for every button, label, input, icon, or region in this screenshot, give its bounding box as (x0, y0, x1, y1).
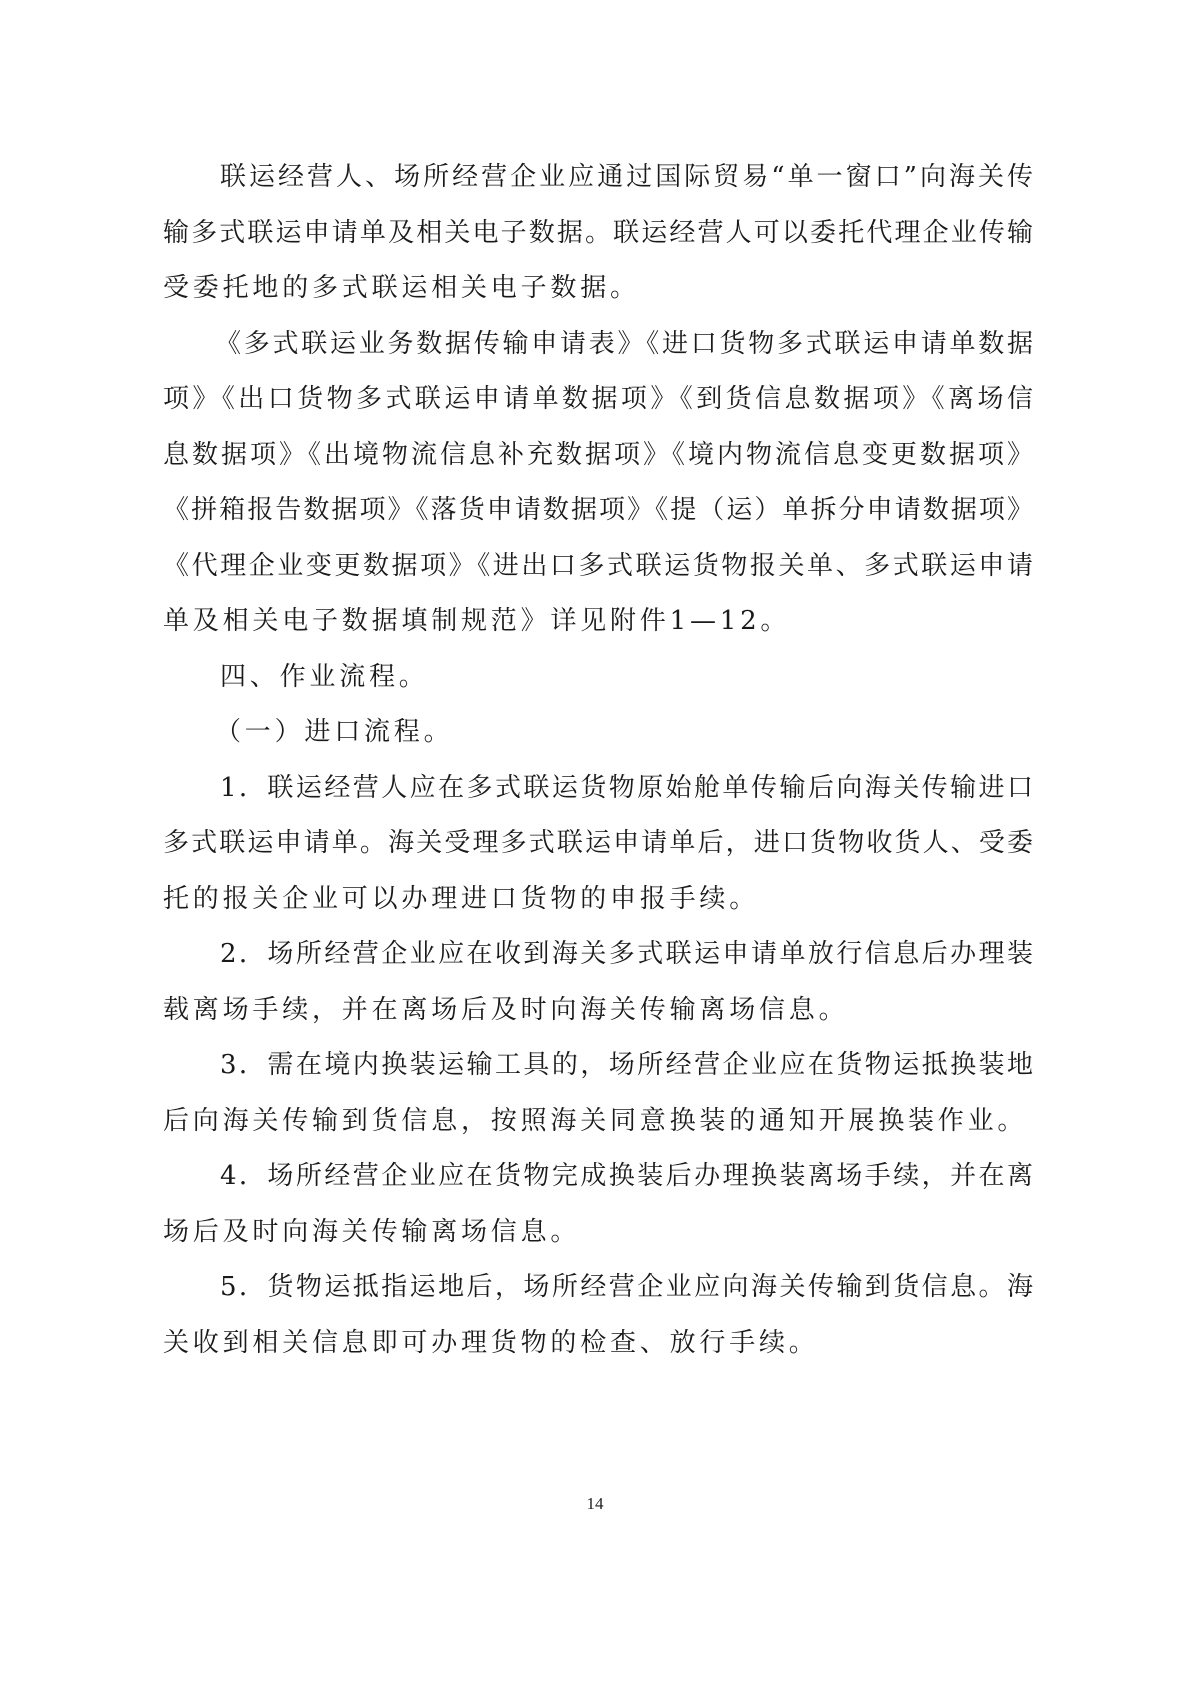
paragraph-line: 4．场所经营企业应在货物完成换装后办理换装离场手续，并在离 (220, 1161, 1033, 1191)
paragraph-line: 《代理企业变更数据项》《进出口多式联运货物报关单、多式联运申请 (163, 550, 1033, 581)
paragraph-line: 后向海关传输到货信息，按照海关同意换装的通知开展换装作业。 (163, 1105, 1028, 1136)
paragraph-line: 联运经营人、场所经营企业应通过国际贸易“单一窗口”向海关传 (220, 162, 1033, 192)
paragraph-line: 5．货物运抵指运地后，场所经营企业应向海关传输到货信息。海 (220, 1272, 1033, 1302)
paragraph-line: 载离场手续，并在离场后及时向海关传输离场信息。 (163, 994, 849, 1025)
paragraph-line: 托的报关企业可以办理进口货物的申报手续。 (163, 883, 760, 914)
page-number: 14 (586, 1494, 604, 1513)
paragraph-line: 关收到相关信息即可办理货物的检查、放行手续。 (163, 1327, 819, 1358)
paragraph-line: 2．场所经营企业应在收到海关多式联运申请单放行信息后办理装 (220, 939, 1033, 969)
subsection-heading: （一）进口流程。 (215, 717, 454, 747)
paragraph-line: 受委托地的多式联运相关电子数据。 (163, 273, 640, 303)
section-heading: 四、作业流程。 (220, 661, 429, 692)
paragraph-line: 场后及时向海关传输离场信息。 (163, 1216, 581, 1247)
paragraph-line: 多式联运申请单。海关受理多式联运申请单后，进口货物收货人、受委 (163, 828, 1033, 858)
paragraph-line: 《多式联运业务数据传输申请表》《进口货物多式联运申请单数据 (215, 328, 1033, 359)
paragraph-line: 1．联运经营人应在多式联运货物原始舱单传输后向海关传输进口 (220, 772, 1033, 803)
paragraph-line: 单及相关电子数据填制规范》详见附件1—12。 (163, 606, 791, 636)
paragraph-line: 3．需在境内换装运输工具的，场所经营企业应在货物运抵换装地 (220, 1050, 1033, 1080)
paragraph-line: 《拼箱报告数据项》《落货申请数据项》《提（运）单拆分申请数据项》 (163, 495, 1033, 525)
paragraph-line: 输多式联运申请单及相关电子数据。联运经营人可以委托代理企业传输 (163, 217, 1033, 248)
body-text (163, 150, 1033, 1371)
paragraph-line: 项》《出口货物多式联运申请单数据项》《到货信息数据项》《离场信 (163, 384, 1033, 414)
paragraph-line: 息数据项》《出境物流信息补充数据项》《境内物流信息变更数据项》 (163, 439, 1033, 470)
